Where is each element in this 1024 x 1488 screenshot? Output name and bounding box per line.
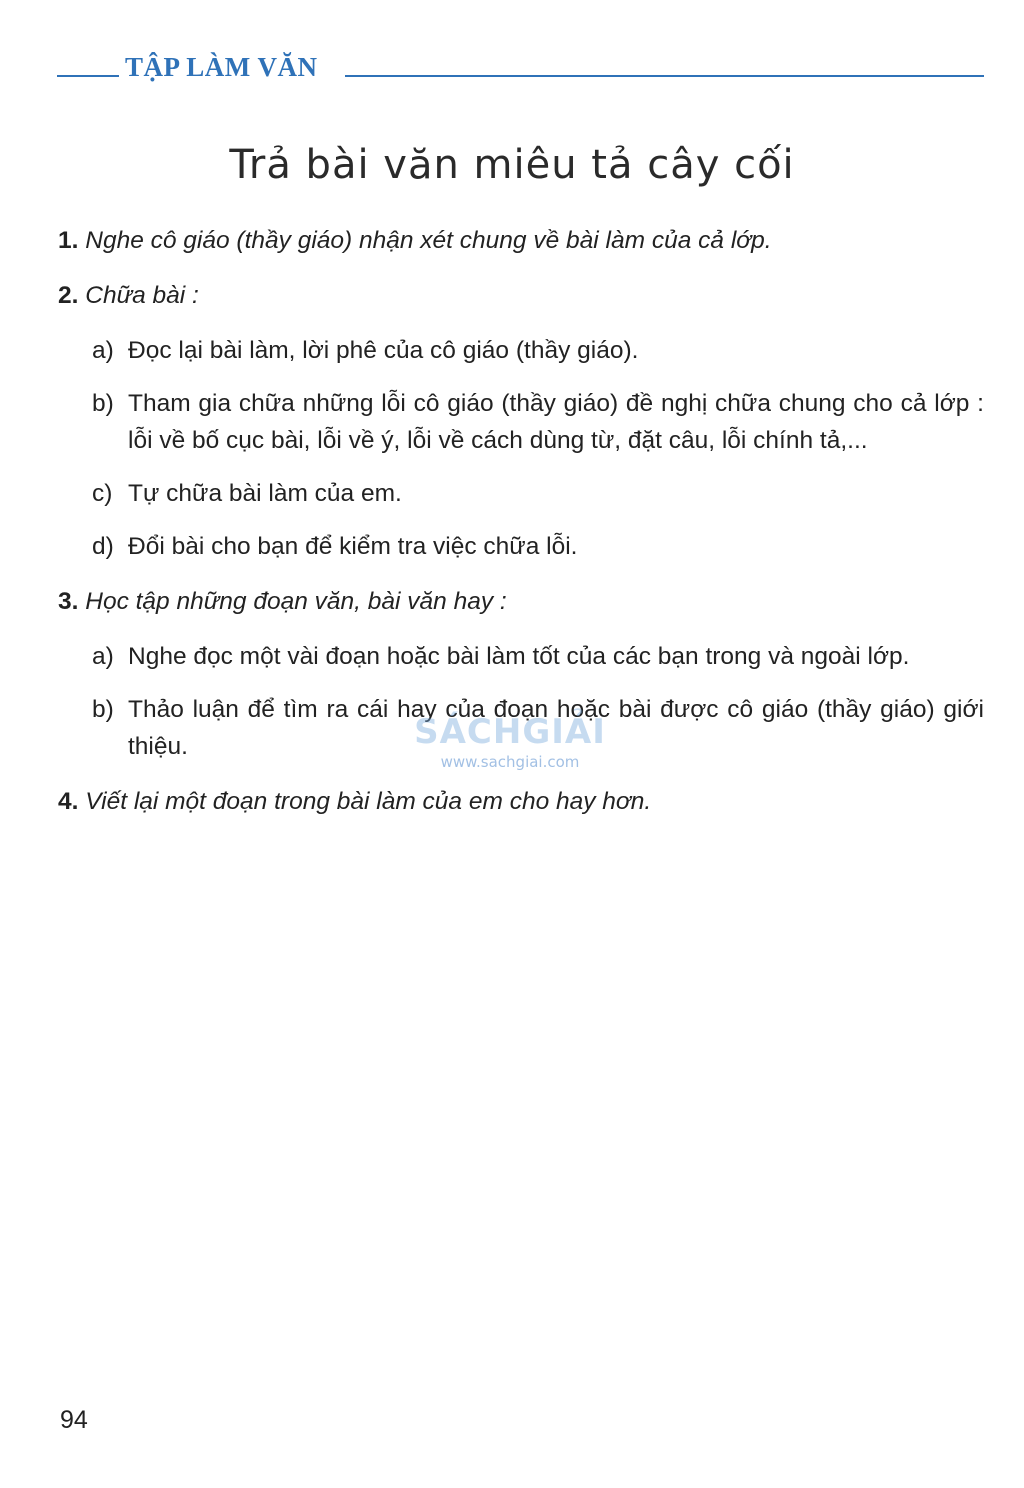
page-number: 94 — [60, 1406, 88, 1434]
question-1 — [58, 222, 984, 259]
item-text: Đọc lại bài làm, lời phê của cô giáo (thầy giáo). — [128, 337, 639, 364]
item-label: d) — [92, 533, 114, 560]
question-text: Học tập những đoạn văn, bài văn hay : — [85, 588, 507, 615]
question-number: 1. — [58, 227, 79, 254]
item-text: Tự chữa bài làm của em. — [128, 480, 402, 507]
question-2-item-b — [58, 385, 984, 459]
item-label: a) — [92, 337, 114, 364]
question-2-item-d — [58, 528, 984, 565]
page-title: Trả bài văn miêu tả cây cối — [229, 142, 795, 188]
watermark-url: www.sachgiai.com — [440, 753, 580, 771]
question-4 — [58, 783, 984, 820]
header-rule-left — [57, 75, 119, 77]
question-number: 4. — [58, 788, 79, 815]
question-3 — [58, 583, 984, 620]
item-text: Tham gia chữa những lỗi cô giáo (thầy giáo) đề nghị chữa chung cho cả lớp : lỗi về bố cục bài, lỗi về ý, lỗi về cách dùng từ, đặt câu, lỗi chính tả,... — [128, 390, 984, 454]
question-text: Nghe cô giáo (thầy giáo) nhận xét chung về bài làm của cả lớp. — [85, 227, 772, 254]
item-text: Đổi bài cho bạn để kiểm tra việc chữa lỗi. — [128, 533, 578, 560]
header-rule-right — [345, 75, 984, 77]
watermark-logo: SÁCHGIẢI — [414, 712, 606, 752]
question-2-item-c — [58, 475, 984, 512]
question-3-item-b — [58, 691, 984, 765]
item-text: Thảo luận để tìm ra cái hay của đoạn hoặc bài được cô giáo (thầy giáo) giới thiệu. — [128, 696, 984, 760]
question-text: Viết lại một đoạn trong bài làm của em cho hay hơn. — [85, 788, 652, 815]
question-number: 2. — [58, 282, 79, 309]
question-2-item-a — [58, 332, 984, 369]
section-label: TẬP LÀM VĂN — [125, 52, 318, 82]
item-label: b) — [92, 696, 114, 723]
section-header — [57, 52, 984, 86]
question-text: Chữa bài : — [85, 282, 199, 309]
question-3-item-a — [58, 638, 984, 675]
item-label: a) — [92, 643, 114, 670]
question-number: 3. — [58, 588, 79, 615]
item-text: Nghe đọc một vài đoạn hoặc bài làm tốt của các bạn trong và ngoài lớp. — [128, 643, 910, 670]
item-label: c) — [92, 480, 113, 507]
exercise-content — [58, 222, 984, 838]
question-2 — [58, 277, 984, 314]
item-label: b) — [92, 390, 114, 417]
